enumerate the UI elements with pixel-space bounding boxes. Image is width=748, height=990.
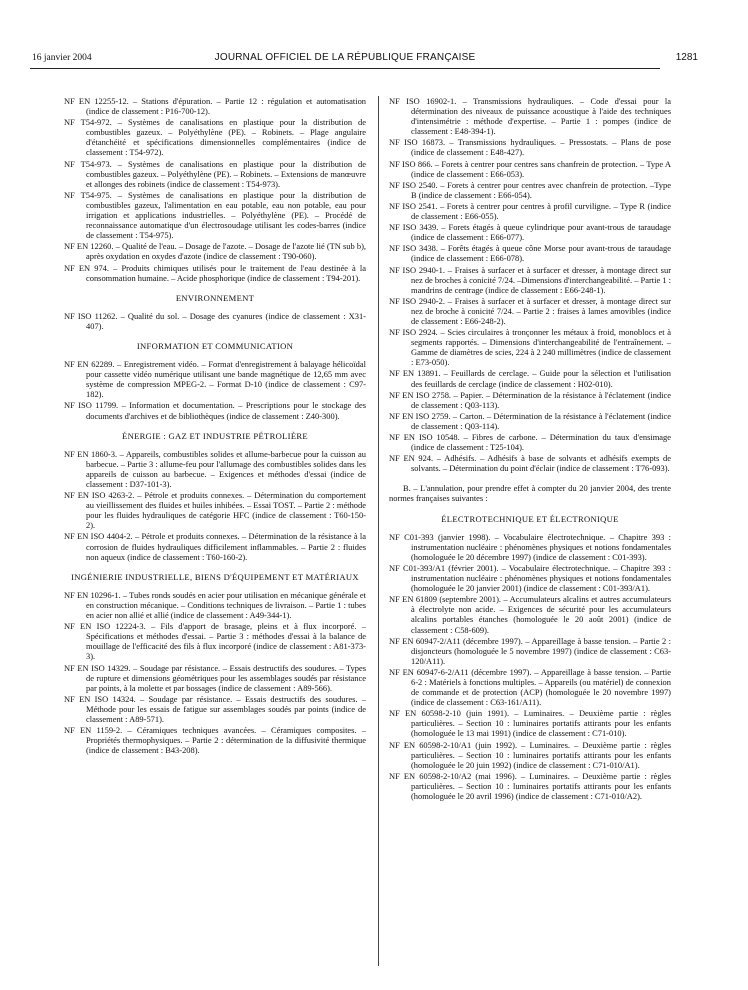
standard-code: NF ISO 2924. — [389, 327, 438, 338]
standard-description: – Feuillards de cerclage. – Guide pour la sélection et l'utilisation des feuillards de cerclage (indice de classement : H02-010). — [411, 368, 671, 389]
standard-description: – Qualité de l'eau. – Dosage de l'azote. – Dosage de l'azote lié (TN sub b), après oxydation en oxydes d'azote (indice de classement : T90-060). — [86, 241, 366, 262]
standard-code: NF EN ISO 12224-3. — [64, 621, 146, 632]
standard-description: – Enregistrement vidéo. – Format d'enregistrement à balayage hélicoïdal pour cassette vidéo numérique utilisant une bande magnétique de 12,65 mm avec système de compression MPEG-2. – Format D-10 (indice de classement : C97-182). — [86, 359, 366, 400]
standard-entry — [389, 180, 671, 200]
standard-entry — [64, 621, 366, 661]
standard-entry — [389, 453, 671, 473]
standard-code: NF T54-975. — [64, 189, 112, 200]
standard-entry — [389, 432, 671, 452]
standard-description: – Adhésifs. – Adhésifs à base de solvants et adhésifs exempts de solvants. – Détermination du point d'éclair (indice de classement : T76-093). — [411, 453, 671, 474]
right-column — [389, 96, 671, 802]
standard-code: NF ISO 3439. — [389, 222, 439, 233]
header-rule — [30, 68, 660, 69]
standard-description: – Stations d'épuration. – Partie 12 : régulation et automatisation (indice de classement : P16-700-12). — [86, 96, 367, 117]
standard-code: NF EN 60598-2-10/A1 — [389, 739, 472, 750]
standard-description: – Papier. – Détermination de la résistance à l'éclatement (indice de classement : Q03-113). — [411, 389, 671, 410]
standard-description: (février 2001). – Vocabulaire électrotechnique. – Chapitre 393 : instrumentation nucléaire : phénomènes physiques et notions fondamentales (homologuée le 20 janvier 2001) (indice de classement : C01-393/A1). — [411, 562, 671, 594]
standard-entry — [64, 159, 366, 189]
standard-entry — [64, 663, 366, 693]
standard-description: – Fils d'apport de brasage, pleins et à flux incorporé. – Spécifications et méthodes d'essai. – Partie 3 : méthodes d'essai à la balance de mouillage de l'efficacité des fils à flux incorporé (indice de classement : A81-373-3). — [86, 621, 366, 662]
standard-description: – Forets à centrer pour centres à profil curviligne. – Type R (indice de classement : E66-055). — [411, 200, 671, 222]
page-number: 1281 — [675, 52, 698, 63]
column-divider — [378, 96, 379, 966]
standard-entry — [64, 590, 366, 620]
standard-entry — [64, 694, 366, 724]
standard-entry — [389, 532, 671, 562]
standard-code: NF EN ISO 4263-2. — [64, 490, 135, 501]
standard-entry — [389, 243, 671, 263]
standard-entry — [389, 159, 671, 179]
standard-entry — [389, 667, 671, 707]
standard-description: (mai 1996). – Luminaires. – Deuxième partie : règles particulières. – Section 10 : luminaires portatifs attirants pour les enfants (homologuée le 20 avril 1996) (indice de classement : C71-010/A2). — [411, 770, 671, 801]
standard-code: NF EN ISO 4404-2. — [64, 531, 133, 542]
standard-code: NF EN ISO 14329. — [64, 662, 131, 673]
standard-description: (juin 1991). – Luminaires. – Deuxième partie : règles particulières. – Section 10 : luminaires portatifs attirants pour les enfants (homologuée le 13 mai 1991) (indice de classement : C71-010). — [411, 708, 672, 739]
standard-code: NF ISO 11262. — [64, 310, 118, 321]
standard-description: – Transmissions hydrauliques. – Code d'essai pour la détermination des niveaux de puissance acoustique à l'aide des techniques d'intensimétrie : méthode d'expertise. – Partie 1 : pompes (indice de classement : E48-394-1). — [411, 96, 671, 137]
annulation-paragraph: B. – L'annulation, pour prendre effet à compter du 20 janvier 2004, des trente normes françaises suivantes : — [389, 483, 671, 504]
standard-entry — [64, 311, 366, 331]
standard-entry — [389, 771, 671, 801]
standard-description: – Pétrole et produits connexes. – Détermination du comportement au vieillissement des fluides et huiles inhibées. – Essai TOST. – Partie 2 : méthode pour les fluides hydrauliques de catégorie HFC (indice de classement : T60-150-2). — [86, 490, 366, 531]
standard-description: (décembre 1997). – Appareillage à basse tension. – Partie 6-2 : Matériels à fonctions multiples. – Appareils (ou matériel) de connexion de commande et de protection (ACP) (homologuée le 20 novembre 1997) (indice de classement : C63-161/A11). — [411, 666, 671, 708]
standard-code: NF EN 60598-2-10 — [389, 708, 461, 719]
standard-code: NF EN 10296-1. — [64, 589, 121, 600]
standard-code: NF ISO 2541. — [389, 200, 438, 211]
standard-code: NF EN ISO 10548. — [389, 432, 460, 442]
section-heading: INFORMATION ET COMMUNICATION — [136, 340, 294, 351]
standard-description: – Fraises à surfacer et à surfacer et dresser, à montage direct sur nez de broches à conicité 7/24. –Dimensions d'interchangeabilité. – Partie 1 : mandrins de centrage (indice de classement : E66-248-1). — [411, 264, 671, 295]
standard-description: – Soudage par résistance. – Essais destructifs des soudures. – Types de rupture et dimensions géométriques pour les assemblages soudés par résistance par points, à la molette et par bossages (indice de classement : A89-566). — [86, 662, 366, 693]
standard-entry — [64, 449, 366, 489]
standard-entry — [389, 411, 671, 431]
standard-description: – Céramiques techniques avancées. – Céramiques composites. – Propriétés thermophysiques. – Partie 2 : détermination de la diffusivité thermique (indice de classement : B43-208). — [86, 725, 367, 756]
standard-entry — [389, 594, 671, 634]
standard-code: NF ISO 16902-1. — [389, 96, 457, 106]
standard-code: NF EN ISO 2758. — [389, 389, 452, 400]
standard-code: NF ISO 2940-2. — [389, 295, 445, 306]
standard-entry — [64, 490, 366, 530]
standard-entry — [64, 241, 366, 261]
standard-entry — [389, 368, 671, 388]
standard-entry — [389, 563, 671, 593]
standard-entry — [389, 222, 671, 242]
standard-code: NF EN 60947-2/A11 — [389, 635, 461, 646]
standard-code: NF EN 12255-12. — [64, 96, 129, 106]
standard-description: – Fibres de carbone. – Détermination du taux d'ensimage (indice de classement : T25-104). — [411, 432, 671, 453]
standard-entry — [389, 740, 671, 770]
standard-description: – Fraises à surfacer et à surfacer et dresser, à montage direct sur nez de broche à conicité 7/24. – Partie 2 : fraises à lames amovibles (indice de classement : E66-248-2). — [411, 295, 671, 326]
standard-code: NF EN 924. — [389, 453, 434, 464]
standard-entry — [64, 531, 366, 561]
standard-entry — [64, 400, 366, 420]
standard-description: – Forets à centrer pour centres sans chanfrein de protection. – Type A (indice de classement : E66-053). — [411, 158, 671, 179]
standard-code: NF C01-393/A1 — [389, 562, 446, 573]
standard-code: NF EN 12260. — [64, 241, 114, 252]
standard-description: – Tubes ronds soudés en acier pour utilisation en mécanique générale et en construction mécanique. – Conditions techniques de livraison. – Partie 1 : tubes en acier non allié et allié (indice de classement : A49-344-1). — [86, 589, 367, 621]
standard-description: – Carton. – Détermination de la résistance à l'éclatement (indice de classement : Q03-114). — [411, 410, 671, 431]
standard-description: – Information et documentation. – Prescriptions pour le stockage des documents d'archives et de bibliothèques (indice de classement : Z40-300). — [86, 400, 366, 421]
standard-description: – Systèmes de canalisations en plastique pour la distribution de combustibles gazeux. – Polyéthylène (PE). – Robinets. – Plage angulaire d'étanchéité et spécifications dimensionnelles complémentaires (indice de classement : T54-972). — [86, 117, 366, 158]
standard-code: NF T54-973. — [64, 158, 112, 169]
standard-description: (décembre 1997). – Appareillage à basse tension. – Partie 2 : disjoncteurs (homologuée le 5 novembre 1997) (indice de classement : C63-120/A11). — [411, 635, 671, 666]
standard-entry — [389, 201, 671, 221]
standard-entry — [389, 327, 671, 367]
standard-description: – Soudage par résistance. – Essais destructifs des soudures. – Méthode pour les essais de fatigue sur assemblages soudés par points (indice de classement : A89-571). — [86, 693, 366, 724]
standard-entry — [389, 265, 671, 295]
standard-code: NF EN 61809 — [389, 594, 437, 605]
section-heading: INGÉNIERIE INDUSTRIELLE, BIENS D'ÉQUIPEMENT ET MATÉRIAUX — [71, 571, 359, 582]
standard-entry — [64, 725, 366, 755]
standard-description: – Forets à centrer pour centres avec chanfrein de protection. –Type B (indice de classement : E66-054). — [411, 179, 671, 200]
standard-code: NF EN 62289. — [64, 359, 115, 370]
standard-code: NF ISO 2940-1. — [389, 264, 445, 275]
standard-entry — [389, 636, 671, 666]
section-heading: ÉNERGIE : GAZ ET INDUSTRIE PÉTROLIÈRE — [122, 430, 308, 441]
standard-entry — [64, 263, 366, 283]
standard-code: NF ISO 866. — [389, 158, 433, 169]
section-heading: ENVIRONNEMENT — [175, 292, 255, 303]
standard-description: – Forêts étagés à queue cône Morse pour avant-trous de taraudage (indice de classement : E66-078). — [411, 243, 671, 264]
standard-code: NF ISO 3438. — [389, 243, 439, 254]
standard-description: (janvier 1998). – Vocabulaire électrotechnique. – Chapitre 393 : instrumentation nucléaire : phénomènes physiques et notions fondamentales (homologuée le 20 décembre 1997) (indice de classement : C01-393). — [411, 531, 671, 562]
standard-description: – Systèmes de canalisations en plastique pour la distribution de combustibles gazeux, l'alimentation en eau potable, eau non potable, eau pour irrigation et applications industrielles. – Polyéthylène (PE). – Procédé de reconnaissance automatique d'un électrosoudage utilisant les codes-barres (indice de classement : T54-975). — [86, 189, 366, 241]
standard-entry — [64, 190, 366, 240]
standard-entry — [64, 359, 366, 399]
standard-entry — [389, 96, 671, 136]
standard-entry — [64, 117, 366, 157]
standard-entry — [389, 296, 671, 326]
standard-entry — [389, 708, 671, 738]
issue-date: 16 janvier 2004 — [32, 53, 92, 63]
standard-code: NF ISO 2540. — [389, 179, 438, 190]
standard-code: NF EN ISO 2759. — [389, 410, 451, 421]
standard-description: – Systèmes de canalisations en plastique pour la distribution de combustibles gazeux. – Polyéthylène (PE). – Robinets. – Extensions de manœuvre et allonges des robinets (indice de classement : T54-973). — [86, 158, 366, 189]
standard-description: – Transmissions hydrauliques. – Pressostats. – Plans de pose (indice de classement : E48-427). — [411, 137, 671, 158]
standard-code: NF ISO 16873. — [389, 137, 446, 148]
standard-code: NF EN 60947-6-2/A11 — [389, 666, 469, 677]
standard-code: NF T54-972. — [64, 117, 112, 128]
standard-code: NF EN 1159-2. — [64, 725, 123, 736]
standard-code: NF EN ISO 14324. — [64, 693, 136, 704]
standard-description: – Pétrole et produits connexes. – Détermination de la résistance à la corrosion de fluides hydrauliques difficilement inflammables. – Partie 2 : fluides non aqueux (indice de classement : T60-160-2). — [86, 531, 366, 562]
standard-code: NF C01-393 — [389, 531, 434, 542]
standard-entry — [389, 137, 671, 157]
page-header — [32, 50, 698, 66]
section-heading: ÉLECTROTECHNIQUE ET ÉLECTRONIQUE — [441, 513, 619, 524]
standard-code: NF EN 1860-3. — [64, 448, 118, 459]
standard-code: NF EN 13891. — [389, 368, 441, 379]
standard-description: – Qualité du sol. – Dosage des cyanures (indice de classement : X31-407). — [86, 310, 366, 331]
standard-description: – Scies circulaires à tronçonner les métaux à froid, monoblocs et à segments rapportés. – Dimensions d'interchangeabilité de l'entraînement. – Gamme de diamètres de scies, 224 à 2 240 millimètres (indice de classement : E73-050). — [411, 327, 671, 368]
standard-description: – Forets étagés à queue cylindrique pour avant-trous de taraudage (indice de classement : E66-077). — [411, 222, 671, 243]
standard-code: NF EN 974. — [64, 262, 110, 273]
standard-entry — [389, 390, 671, 410]
standard-description: – Appareils, combustibles solides et allume-barbecue pour la cuisson au barbecue. – Partie 3 : allume-feu pour l'allumage des combustibles solides dans les appareils de cuisson au barbecue. – Exigences et méthodes d'essai (indice de classement : D37-101-3). — [86, 448, 366, 489]
standard-description: – Produits chimiques utilisés pour le traitement de l'eau destinée à la consommation humaine. – Acide phosphorique (indice de classement : T94-201). — [86, 262, 366, 283]
standard-code: NF EN 60598-2-10/A2 — [389, 770, 472, 781]
left-column — [64, 96, 366, 756]
standard-description: (juin 1992). – Luminaires. – Deuxième partie : règles particulières. – Section 10 : luminaires portatifs attirants pour les enfants (homologuée le 20 juin 1992) (indice de classement : C71-010/A1). — [411, 739, 671, 770]
journal-title: JOURNAL OFFICIEL DE LA RÉPUBLIQUE FRANÇAISE — [214, 52, 476, 63]
standard-description: (septembre 2001). – Accumulateurs alcalins et autres accumulateurs à électrolyte non acide. – Exigences de sécurité pour les accumulateurs alcalins portables étanches (homologuée le 20 août 2001) (indice de classement : C58-609). — [411, 594, 671, 635]
standard-entry — [64, 96, 366, 116]
standard-code: NF ISO 11799. — [64, 400, 119, 411]
